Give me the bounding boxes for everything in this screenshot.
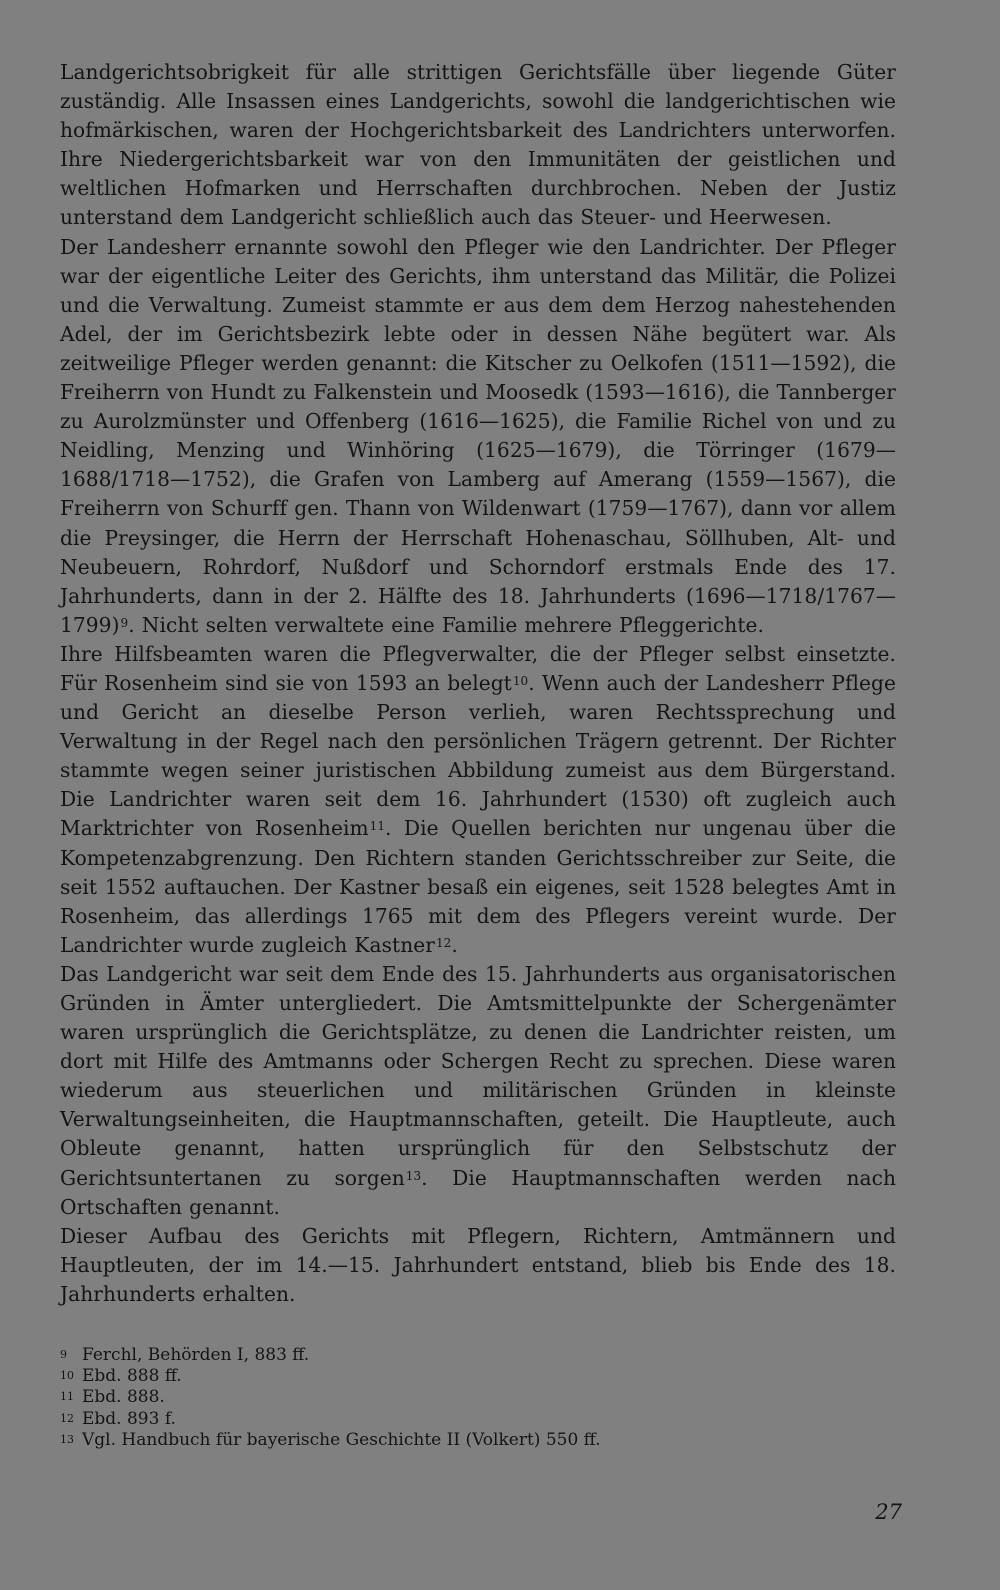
footnote-number: 9 [60, 1348, 67, 1362]
footnote-reference: 13 [405, 1168, 422, 1183]
paragraph-text: Dieser Aufbau des Gerichts mit Pflegern, Richtern, Amtmännern und Hauptleuten, der im 14.—15. Jahrhundert entstand, blieb bis Ende des 18. Jahrhunderts erhalten. [60, 1223, 896, 1306]
footnote-number: 12 [60, 1411, 74, 1425]
paragraph [60, 58, 896, 233]
paragraph-text: Der Landesherr ernannte sowohl den Pfleger wie den Landrichter. Der Pfleger war der eigentliche Leiter des Gerichts, ihm unterstand das Militär, die Polizei und die Verwaltung. Zumeist stammte er aus dem dem Herzog nahestehenden Adel, der im Gerichtsbezirk lebte oder in dessen Nähe begütert war. Als zeitweilige Pfleger werden genannt: die Kitscher zu Oelkofen (1511—1592), die Freiherrn von Hundt zu Falkenstein und Moosedk (1593—1616), die Tannberger zu Aurolzmünster und Offenberg (1616—1625), die Familie Richel von und zu Neidling, Menzing und Winhöring (1625—1679), die Törringer (1679—1688/1718—1752), die Grafen von Lamberg auf Amerang (1559—1567), die Freiherrn von Schurff gen. Thann von Wildenwart (1759—1767), dann vor allem die Preysinger, die Herrn der Herrschaft Hohenaschau, Söllhuben, Alt- und Neubeuern, Rohrdorf, Nußdorf und Schorndorf erstmals Ende des 17. Jahrhunderts, dann in der 2. Hälfte des 18. Jahrhunderts (1696—1718/1767—1799) [60, 234, 896, 637]
paragraph-text: . Die Hauptmannschaften werden nach Ortschaften genannt. [60, 1165, 896, 1219]
footnote-reference: 10 [512, 673, 529, 688]
paragraph [60, 960, 896, 1222]
footnote-number: 13 [60, 1432, 74, 1446]
paragraph-text: Landgerichtsobrigkeit für alle strittigen Gerichtsfälle über liegende Güter zuständig. Alle Insassen eines Landgerichts, sowohl die landgerichtischen wie hofmärkischen, waren der Hochgerichtsbarkeit des Landrichters unterworfen. Ihre Niedergerichtsbarkeit war von den Immunitäten der geistlichen und weltlichen Hofmarken und Herrschaften durchbrochen. Neben der Justiz unterstand dem Landgericht schließlich auch das Steuer- und Heerwesen. [60, 60, 896, 230]
paragraph-text: . Wenn auch der Landesherr Pflege und Gericht an dieselbe Person verlieh, waren Rechtssprechung und Verwaltung in der Regel nach den persönlichen Trägern getrennt. Der Richter stammte wegen seiner juristischen Abbildung zumeist aus dem Bürgerstand. Die Landrichter waren seit dem 16. Jahrhundert (1530) oft zugleich auch Marktrichter von Rosenheim [60, 670, 896, 841]
page-number: 27 [875, 1500, 902, 1524]
footnote [60, 1387, 896, 1408]
paragraph [60, 1222, 896, 1309]
footnote-text: Ferchl, Behörden I, 883 ff. [82, 1345, 310, 1366]
paragraph-text: . [451, 932, 458, 957]
footnote [60, 1409, 896, 1430]
footnote [60, 1345, 896, 1366]
footnote-number: 10 [60, 1369, 74, 1383]
footnote [60, 1366, 896, 1387]
paragraph [60, 640, 896, 960]
footnote [60, 1430, 896, 1451]
paragraph-text: . Die Quellen berichten nur ungenau über die Kompetenzabgrenzung. Den Richtern standen Gerichtsschreiber zur Seite, die seit 1552 auftauchen. Der Kastner besaß ein eigenes, seit 1528 belegtes Amt in Rosenheim, das allerdings 1765 mit dem des Pflegers vereint wurde. Der Landrichter wurde zugleich Kastner [60, 816, 896, 957]
document-page [60, 58, 896, 1451]
footnotes [60, 1345, 896, 1451]
paragraph-text: Das Landgericht war seit dem Ende des 15. Jahrhunderts aus organisatorischen Gründen in Ämter untergliedert. Die Amtsmittelpunkte der Schergenämter waren ursprünglich die Gerichtsplätze, zu denen die Landrichter reisten, um dort mit Hilfe des Amtmanns oder Schergen Recht zu sprechen. Diese waren wiederum aus steuerlichen und militärischen Gründen in kleinste Verwaltungseinheiten, die Hauptmannschaften, geteilt. Die Hauptleute, auch Obleute genannt, hatten ursprünglich für den Selbstschutz der Gerichtsuntertanen zu sorgen [60, 961, 896, 1190]
body-text [60, 58, 896, 1309]
footnote-text: Ebd. 888. [82, 1387, 165, 1408]
footnote-reference: 12 [435, 935, 452, 950]
footnote-reference: 9 [120, 615, 129, 630]
paragraph [60, 233, 896, 640]
footnote-reference: 11 [369, 819, 386, 834]
paragraph-text: . Nicht selten verwaltete eine Familie mehrere Pfleggerichte. [128, 612, 764, 637]
footnote-text: Ebd. 893 f. [82, 1408, 176, 1429]
footnote-text: Vgl. Handbuch für bayerische Geschichte II (Volkert) 550 ff. [82, 1429, 601, 1450]
footnote-number: 11 [60, 1390, 74, 1404]
paragraph-text: Ihre Hilfsbeamten waren die Pflegverwalter, die der Pfleger selbst einsetzte. Für Rosenheim sind sie von 1593 an belegt [60, 641, 896, 695]
footnote-text: Ebd. 888 ff. [82, 1366, 182, 1387]
